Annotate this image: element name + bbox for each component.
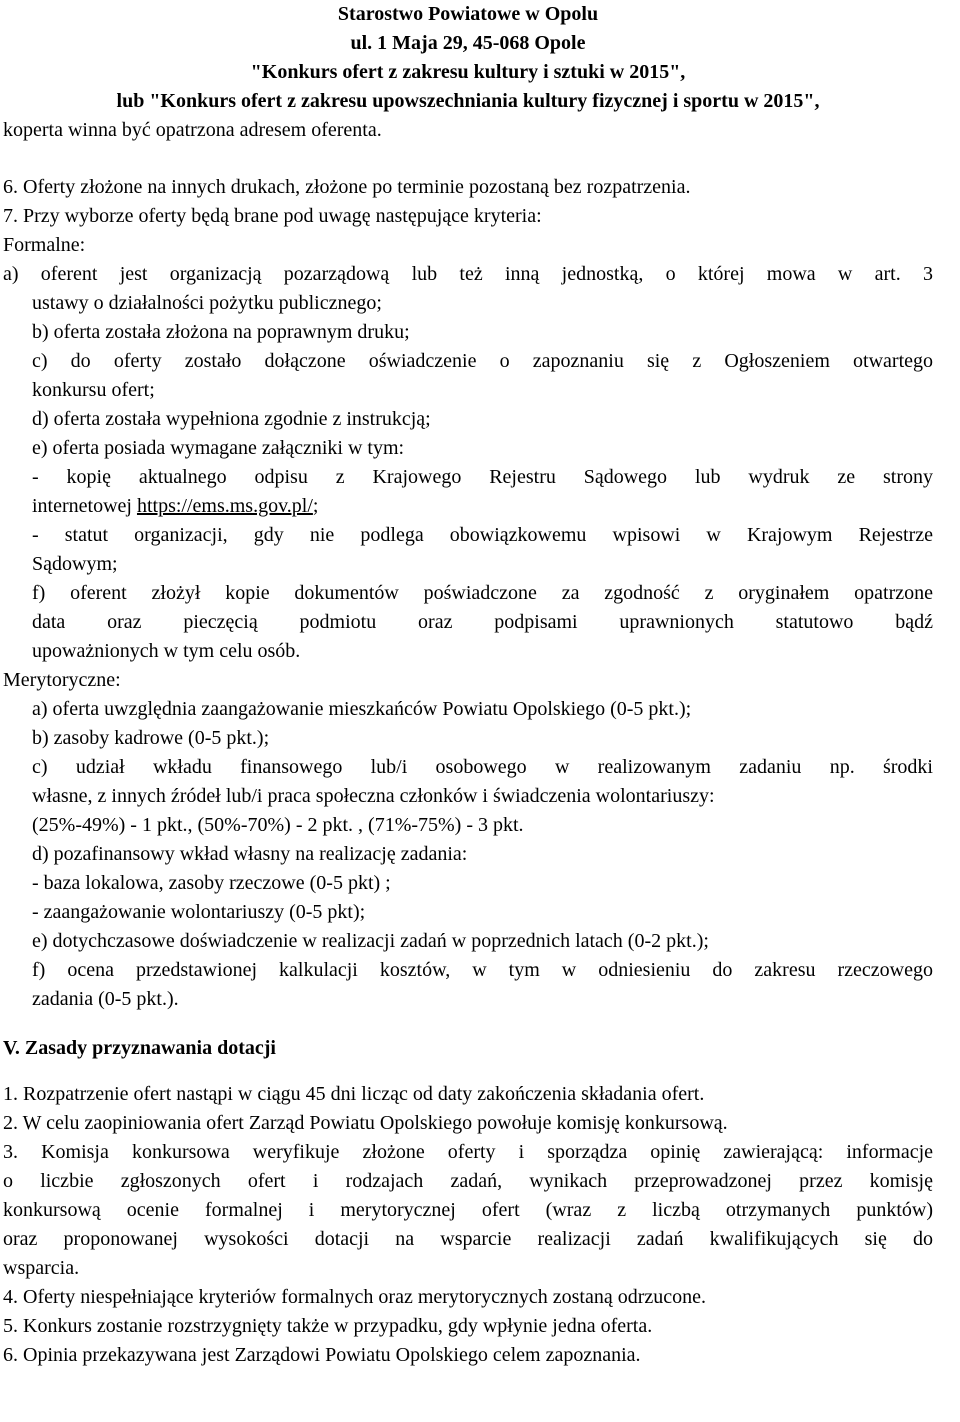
section-5-p4: 4. Oferty niespełniające kryteriów formalnych oraz merytorycznych zostaną odrzucone. xyxy=(3,1286,707,1308)
formal-criteria xyxy=(3,231,933,666)
formal-item-e1-cont xyxy=(3,492,933,521)
formal-item-f-end: upoważnionych w tym celu osób. xyxy=(32,640,301,662)
formal-item-a-cont: ustawy o działalności pożytku publicznego; xyxy=(32,292,382,314)
section-5-p3-l2: o liczbie zgłoszonych ofert i rodzajach zadań, wynikach przeprowadzonej przez komisję xyxy=(3,1170,933,1192)
krs-text: internetowej xyxy=(32,495,137,517)
formal-item-f-cont: data oraz pieczęcią podmiotu oraz podpisami uprawnionych statutowo bądź xyxy=(32,611,933,633)
paragraph-7: 7. Przy wyborze oferty będą brane pod uwagę następujące kryteria: xyxy=(3,205,542,227)
merit-item-d2: - zaangażowanie wolontariuszy (0-5 pkt); xyxy=(32,901,366,923)
formal-item-b: b) oferta została złożona na poprawnym druku; xyxy=(32,321,410,343)
formal-item-e1: - kopię aktualnego odpisu z Krajowego Rejestru Sądowego lub wydruk ze strony xyxy=(32,466,933,488)
section-5-p3-l3: konkursową ocenie formalnej i merytorycznej ofert (wraz z liczbą otrzymanych punktów) xyxy=(3,1199,933,1221)
section-5-p5: 5. Konkurs zostanie rozstrzygnięty także w przypadku, gdy wpłynie jedna oferta. xyxy=(3,1315,653,1337)
intro-line: koperta winna być opatrzona adresem oferenta. xyxy=(3,119,382,141)
merit-item-d1: - baza lokalowa, zasoby rzeczowe (0-5 pkt) ; xyxy=(32,872,391,894)
spacer xyxy=(3,145,933,173)
merit-item-f-cont: zadania (0-5 pkt.). xyxy=(32,988,179,1010)
section-5-title: V. Zasady przyznawania dotacji xyxy=(3,1037,276,1059)
merit-item-c-cont: własne, z innych źródeł lub/i praca społeczna członków i świadczenia wolontariuszy: xyxy=(32,785,715,807)
formal-item-c-cont: konkursu ofert; xyxy=(32,379,155,401)
section-5-body xyxy=(3,1080,933,1370)
section-5-p3-l4: oraz proponowanej wysokości dotacji na wsparcie realizacji zadań kwalifikujących się do xyxy=(3,1228,933,1250)
header-contest-sport: lub "Konkurs ofert z zakresu upowszechniania kultury fizycznej i sportu w 2015", xyxy=(116,90,820,112)
merit-item-a: a) oferta uwzględnia zaangażowanie mieszkańców Powiatu Opolskiego (0-5 pkt.); xyxy=(32,698,692,720)
paragraph-6: 6. Oferty złożone na innych drukach, złożone po terminie pozostaną bez rozpatrzenia. xyxy=(3,176,691,198)
formal-item-c: c) do oferty zostało dołączone oświadczenie o zapoznaniu się z Ogłoszeniem otwartego xyxy=(32,350,933,372)
section-5-p3: 3. Komisja konkursowa weryfikuje złożone oferty i sporządza opinię zawierającą: informacje xyxy=(3,1141,933,1163)
merit-heading: Merytoryczne: xyxy=(3,669,121,691)
krs-semicolon: ; xyxy=(312,495,319,517)
header-address: ul. 1 Maja 29, 45-068 Opole xyxy=(350,32,586,54)
merit-item-d: d) pozafinansowy wkład własny na realizację zadania: xyxy=(32,843,468,865)
document-page xyxy=(3,0,933,1370)
formal-item-e2-cont: Sądowym; xyxy=(32,553,118,575)
formal-item-e: e) oferta posiada wymagane załączniki w tym: xyxy=(32,437,405,459)
section-5-p1: 1. Rozpatrzenie ofert nastąpi w ciągu 45 dni licząc od daty zakończenia składania ofert. xyxy=(3,1083,705,1105)
header-office: Starostwo Powiatowe w Opolu xyxy=(337,3,599,25)
section-5-p2: 2. W celu zaopiniowania ofert Zarząd Powiatu Opolskiego powołuje komisję konkursową. xyxy=(3,1112,728,1134)
merit-item-c-points: (25%-49%) - 1 pkt., (50%-70%) - 2 pkt. , (71%-75%) - 3 pkt. xyxy=(32,814,524,836)
formal-item-e2: - statut organizacji, gdy nie podlega obowiązkowemu wpisowi w Krajowym Rejestrze xyxy=(32,524,933,546)
document-header xyxy=(3,0,933,116)
section-5-p6: 6. Opinia przekazywana jest Zarządowi Powiatu Opolskiego celem zapoznania. xyxy=(3,1344,641,1366)
formal-item-f: f) oferent złożył kopie dokumentów poświadczone za zgodność z oryginałem opatrzone xyxy=(32,582,933,604)
formal-item-a: a) oferent jest organizacją pozarządową lub też inną jednostką, o której mowa w art. 3 xyxy=(3,263,933,285)
section-5-p3-l5: wsparcia. xyxy=(3,1257,80,1279)
merit-item-f: f) ocena przedstawionej kalkulacji kosztów, w tym w odniesieniu do zakresu rzeczowego xyxy=(32,959,933,981)
merit-item-c: c) udział wkładu finansowego lub/i osobowego w realizowanym zadaniu np. środki xyxy=(32,756,933,778)
header-contest-culture: "Konkurs ofert z zakresu kultury i sztuki w 2015", xyxy=(250,61,686,83)
formal-heading: Formalne: xyxy=(3,234,86,256)
formal-item-d: d) oferta została wypełniona zgodnie z instrukcją; xyxy=(32,408,431,430)
merit-criteria xyxy=(3,666,933,1014)
merit-item-b: b) zasoby kadrowe (0-5 pkt.); xyxy=(32,727,270,749)
merit-item-e: e) dotychczasowe doświadczenie w realizacji zadań w poprzednich latach (0-2 pkt.); xyxy=(32,930,709,952)
krs-link[interactable]: https://ems.ms.gov.pl/ xyxy=(136,495,313,517)
